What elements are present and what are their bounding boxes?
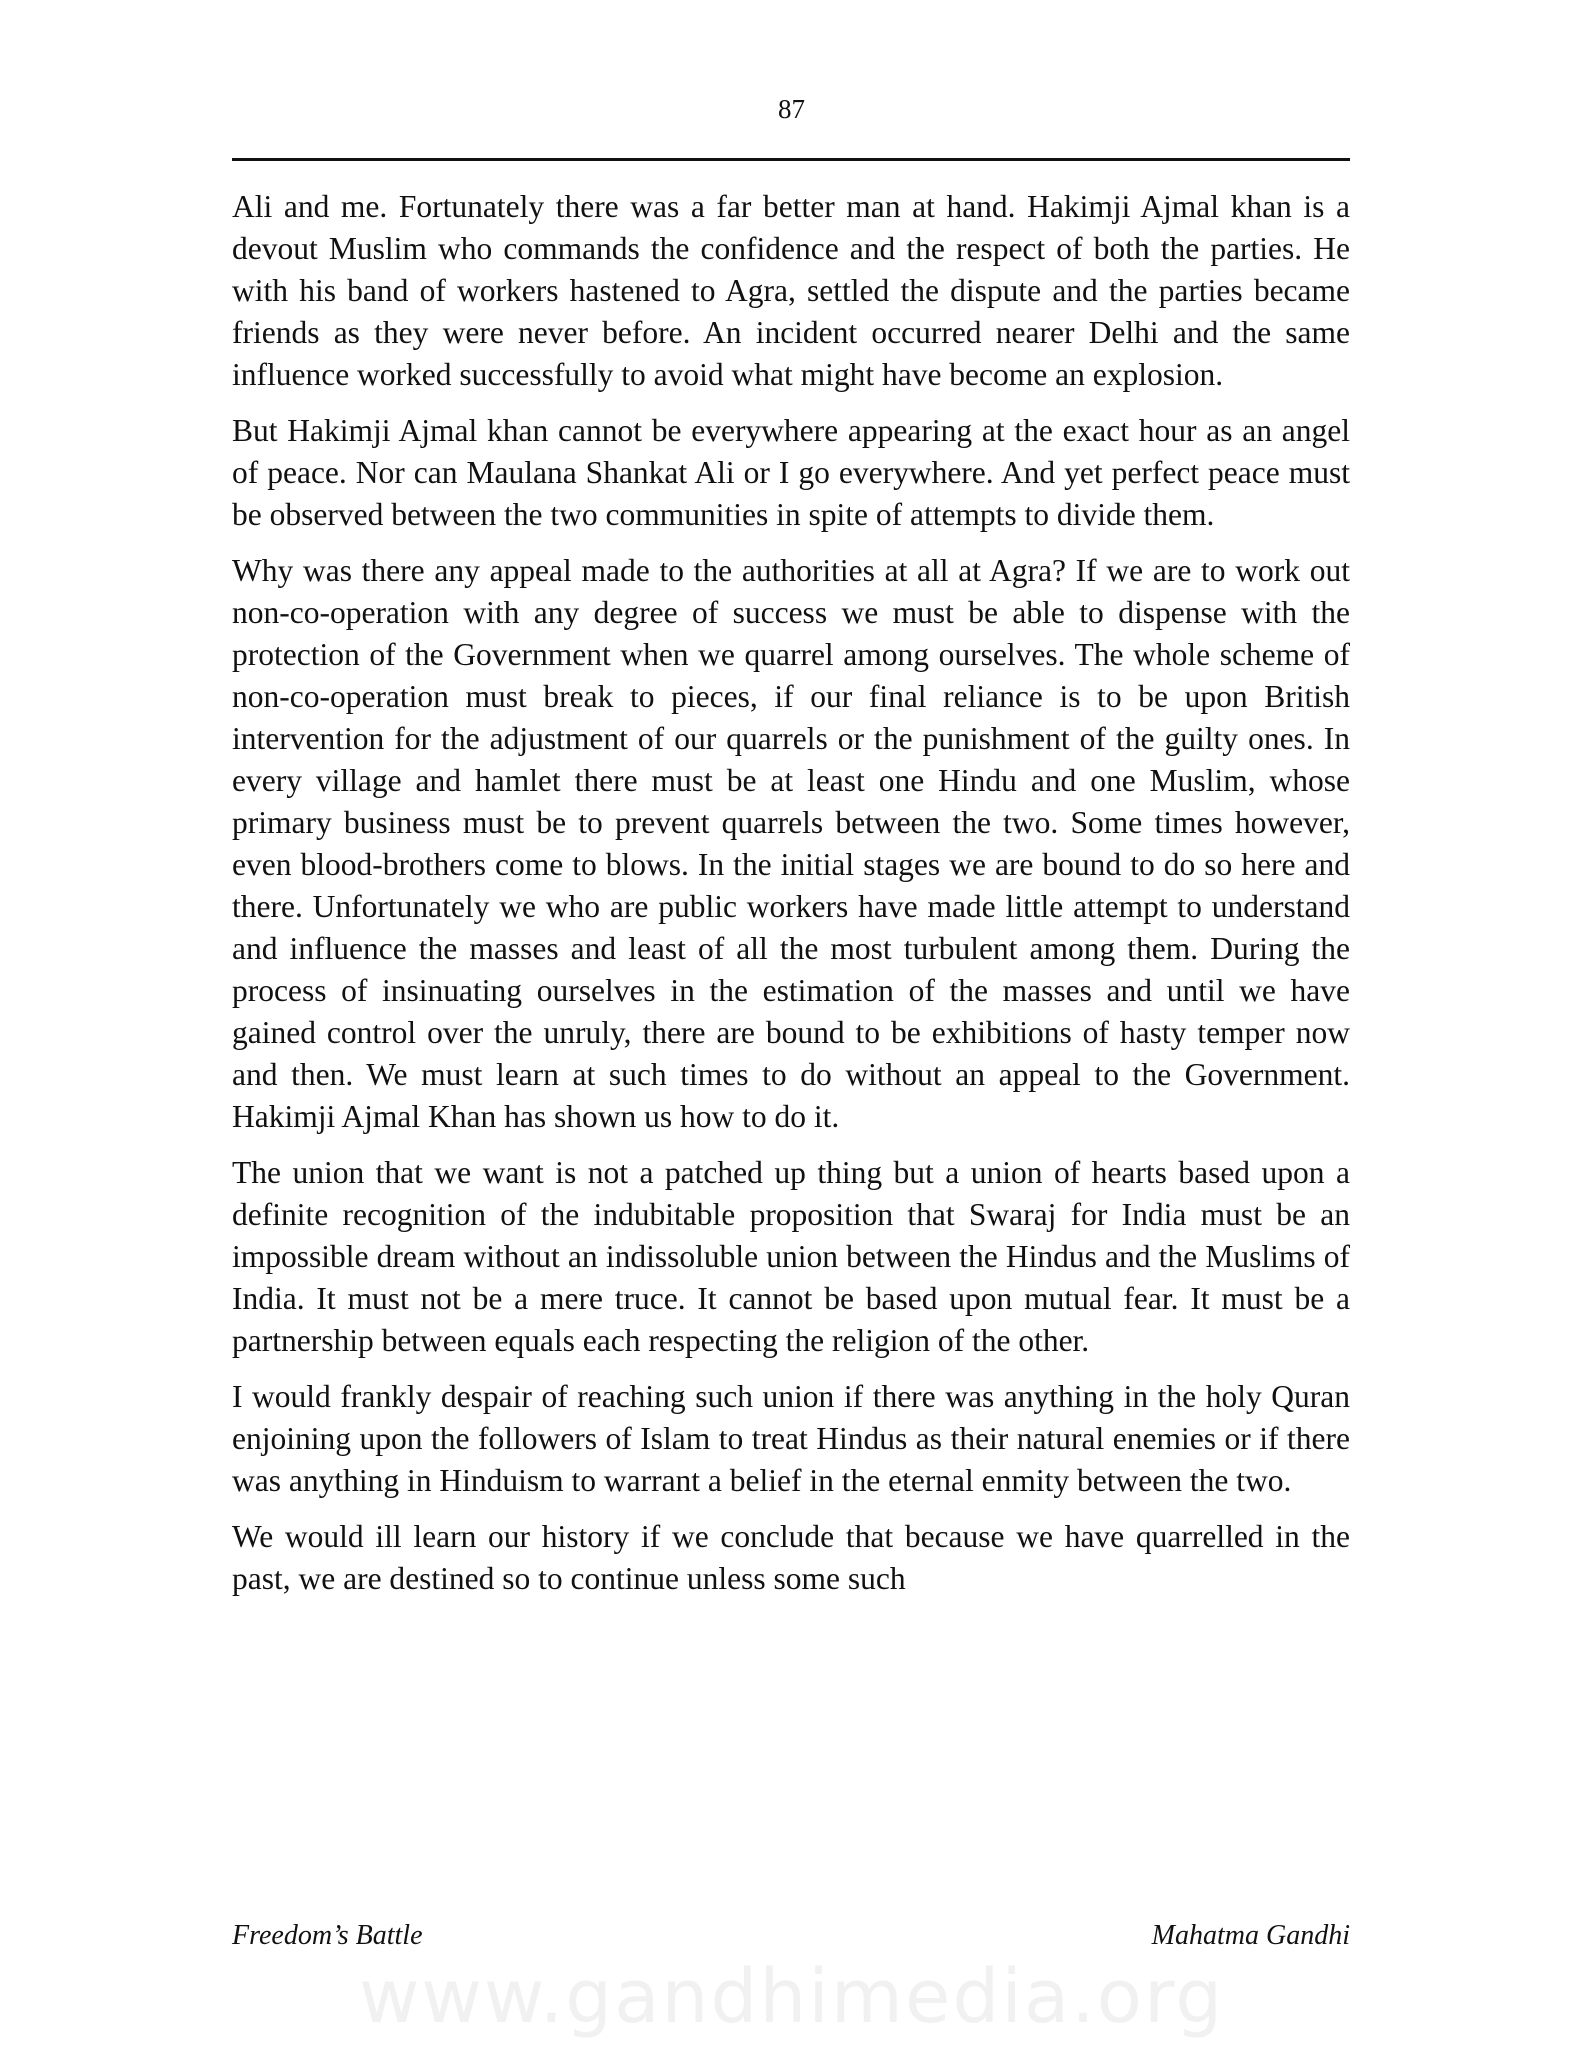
body-text	[232, 186, 1350, 1614]
paragraph-4: The union that we want is not a patched up thing but a union of hearts based upon a definite recognition of the indubitable proposition that Swaraj for India must be an impossible dream without an indissoluble union between the Hindus and the Muslims of India. It must not be a mere truce. It cannot be based upon mutual fear. It must be a partnership between equals each respecting the religion of the other.	[232, 1155, 1350, 1358]
paragraph-2: But Hakimji Ajmal khan cannot be everywhere appearing at the exact hour as an angel of peace. Nor can Maulana Shankat Ali or I go everywhere. And yet perfect peace must be observed between the two communities in spite of attempts to divide them.	[232, 413, 1350, 532]
paragraph-3: Why was there any appeal made to the authorities at all at Agra? If we are to work out non-co-operation with any degree of success we must be able to dispense with the protection of the Government when we quarrel among ourselves. The whole scheme of non-co-operation must break to pieces, if our final reliance is to be upon British intervention for the adjustment of our quarrels or the punishment of the guilty ones. In every village and hamlet there must be at least one Hindu and one Muslim, whose primary business must be to prevent quarrels between the two. Some times however, even blood-brothers come to blows. In the initial stages we are bound to do so here and there. Unfortunately we who are public workers have made little attempt to understand and influence the masses and least of all the most turbulent among them. During the process of insinuating ourselves in the estimation of the masses and until we have gained control over the unruly, there are bound to be exhibitions of hasty temper now and then. We must learn at such times to do without an appeal to the Government. Hakimji Ajmal Khan has shown us how to do it.	[232, 553, 1350, 1134]
watermark-text: www.gandhimedia.org	[358, 1954, 1225, 2040]
paragraph-5: I would frankly despair of reaching such union if there was anything in the holy Quran enjoining upon the followers of Islam to treat Hindus as their natural enemies or if there was anything in Hinduism to warrant a belief in the eternal enmity between the two.	[232, 1379, 1350, 1498]
header-divider	[232, 158, 1350, 161]
footer-book-title: Freedom’s Battle	[232, 1920, 423, 1951]
paragraph-6: We would ill learn our history if we conclude that because we have quarrelled in the past, we are destined so to continue unless some such	[232, 1519, 1350, 1596]
page-number: 87	[778, 94, 805, 124]
footer-author: Mahatma Gandhi	[1151, 1920, 1350, 1951]
paragraph-1: Ali and me. Fortunately there was a far better man at hand. Hakimji Ajmal khan is a devout Muslim who commands the confidence and the respect of both the parties. He with his band of workers hastened to Agra, settled the dispute and the parties became friends as they were never before. An incident occurred nearer Delhi and the same influence worked successfully to avoid what might have become an explosion.	[232, 189, 1350, 392]
